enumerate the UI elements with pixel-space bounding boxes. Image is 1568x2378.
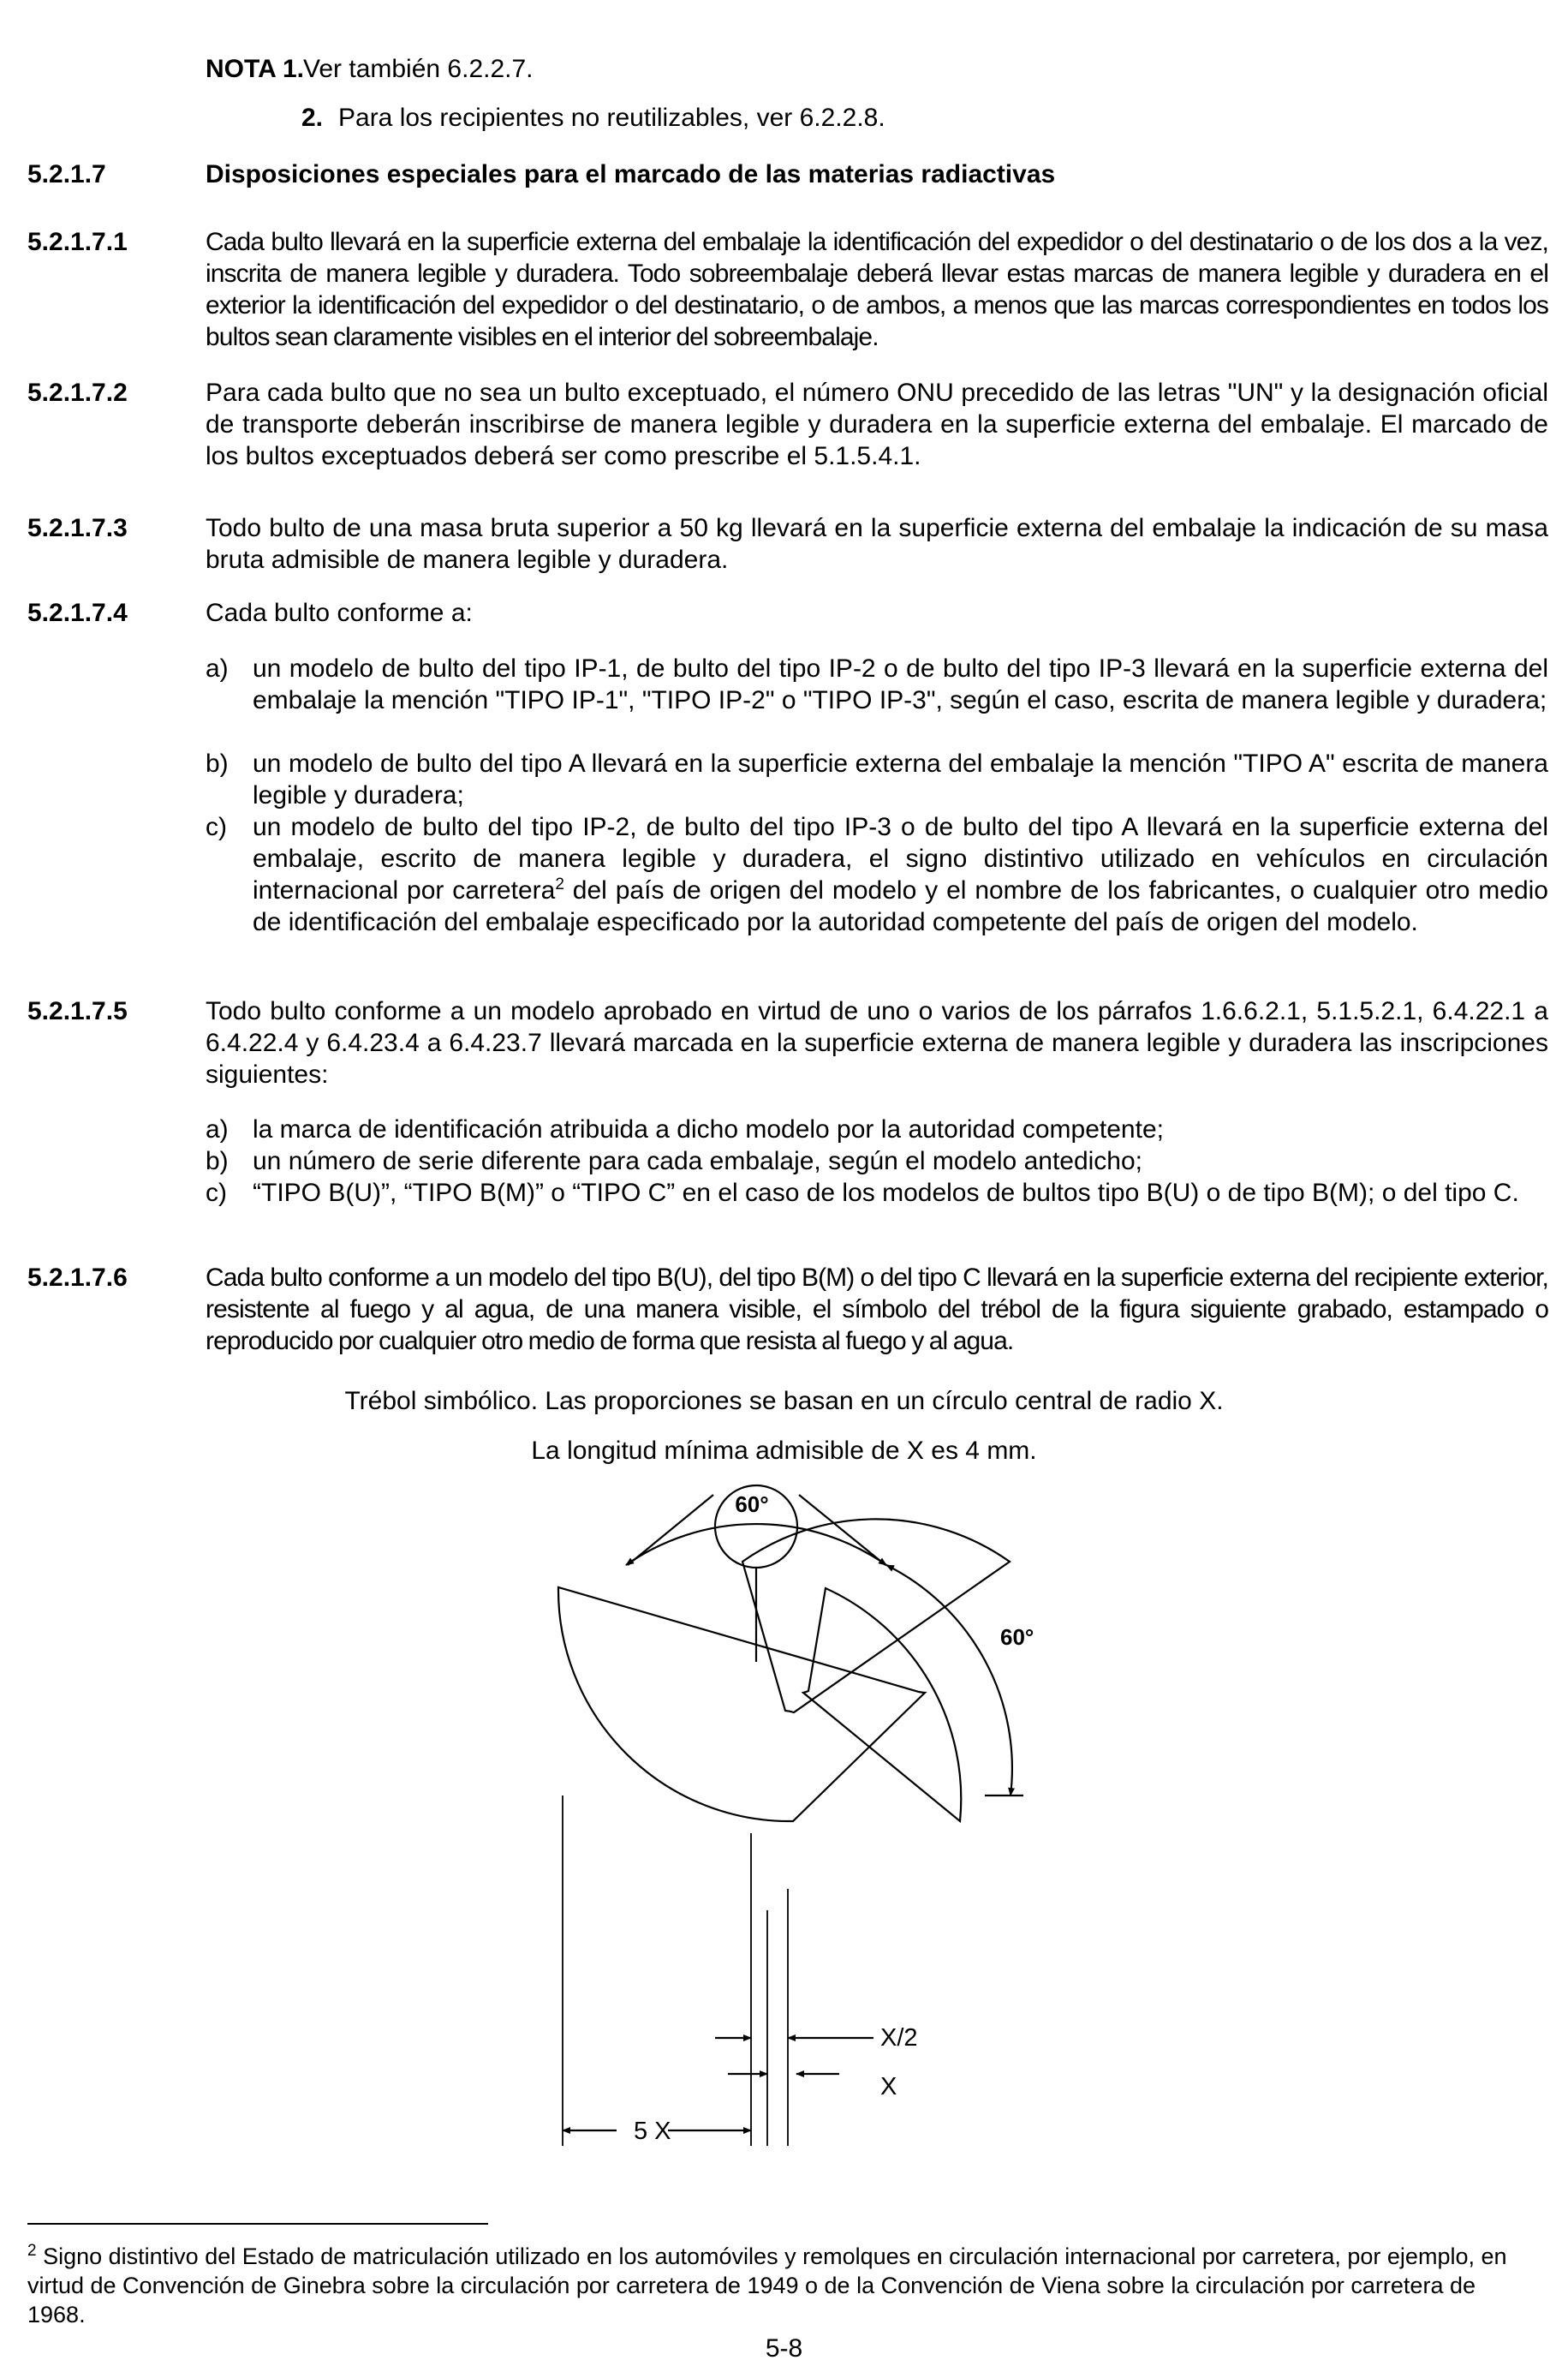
footnote-text: Signo distintivo del Estado de matriculación utilizado en los automóviles y remolques en circulación internacional por carretera, por ejemplo, en virtud de Convención de Ginebra sobre la circulación por carretera de 1949 o de la Convención de Viena sobre la circulación por carretera de 1968. (27, 2244, 1507, 2327)
trefoil-blade (742, 1519, 1010, 1712)
list-item-text: un modelo de bulto del tipo A llevará en la superficie externa del embalaje la mención "TIPO A" escrita de manera legible y duradera; (253, 750, 1548, 810)
list-item-text: un modelo de bulto del tipo IP-1, de bulto del tipo IP-2 o de bulto del tipo IP-3 llevará en la superficie externa del embalaje la mención "TIPO IP-1", "TIPO IP-2" o "TIPO IP-3", según el caso, escrita de manera legible y duradera; (253, 654, 1548, 714)
list-item-label: b) (206, 750, 229, 778)
list-item-label: c) (206, 1179, 227, 1207)
paragraph-number: 5.2.1.7.6 (27, 1264, 128, 1292)
note-2-text: Para los recipientes no reutilizables, ver 6.2.2.8. (338, 104, 885, 132)
footnote (27, 2242, 1517, 2329)
note-2-label: 2. (301, 104, 324, 132)
list-item-label: a) (206, 654, 229, 683)
list-item-label: a) (206, 1115, 229, 1144)
list-item-label: b) (206, 1147, 229, 1175)
note-1-label: NOTA 1. (206, 55, 305, 83)
list-item-text: “TIPO B(U)”, “TIPO B(M)” o “TIPO C” en el caso de los modelos de bultos tipo B(U) o de tipo B(M); o del tipo C. (253, 1179, 1519, 1207)
paragraph-number: 5.2.1.7.3 (27, 514, 128, 542)
trefoil-blade (558, 1587, 925, 1821)
dimension-label-half-x: X/2 (880, 2024, 918, 2052)
page-number: 5-8 (765, 2334, 803, 2363)
list-item-text-part: un modelo de bulto del tipo IP-2, de bulto del tipo IP-3 o de bulto del tipo A llevará en la superficie externa del embalaje, escrito de manera legible y duradera, el signo distintivo utilizado en vehículos en circulación internacional por carretera (253, 813, 1548, 905)
paragraph-text: Cada bulto conforme a un modelo del tipo B(U), del tipo B(M) o del tipo C llevará en la superficie externa del recipiente exterior, resistente al fuego y al agua, de una manera visible, el símbolo del trébol de la figura siguiente grabado, estampado o reproducido por cualquier otro medio de forma que resista al fuego y al agua. (206, 1264, 1548, 1355)
footnote-separator (27, 2223, 488, 2225)
paragraph-text: Para cada bulto que no sea un bulto exceptuado, el número ONU precedido de las letras "UN" y la designación oficial de transporte deberán inscribirse de manera legible y duradera en la superficie externa del embalaje. El marcado de los bultos exceptuados deberá ser como prescribe el 5.1.5.4.1. (206, 379, 1548, 470)
angle-arc-top (626, 1524, 886, 1565)
angle-arc-right (886, 1565, 1012, 1795)
paragraph-number: 5.2.1.7.2 (27, 379, 128, 407)
paragraph-text: Cada bulto conforme a: (206, 599, 473, 627)
figure-caption: Trébol simbólico. Las proporciones se basan en un círculo central de radio X. (344, 1387, 1224, 1415)
list-item-text: la marca de identificación atribuida a dicho modelo por la autoridad competente; (253, 1115, 1164, 1144)
angle-label-right: 60° (1000, 1624, 1034, 1650)
section-number: 5.2.1.7 (27, 160, 106, 188)
dimension-label-x: X (880, 2073, 897, 2100)
angle-label-top: 60° (735, 1491, 769, 1517)
section-title: Disposiciones especiales para el marcado de las materias radiactivas (206, 160, 1056, 188)
footnote-mark: 2 (27, 2242, 37, 2260)
footnote-reference[interactable]: 2 (555, 875, 564, 893)
paragraph-number: 5.2.1.7.1 (27, 228, 128, 256)
paragraph-number: 5.2.1.7.4 (27, 599, 128, 627)
list-item-text-part: del país de origen del modelo y el nombre de los fabricantes, o cualquier otro medio de identificación del embalaje especificado por la autoridad competente del país de origen del modelo. (253, 876, 1548, 936)
dimension-label-5x: 5 X (634, 2118, 671, 2145)
list-item-text: un número de serie diferente para cada embalaje, según el modelo antedicho; (253, 1147, 1143, 1175)
note-1-text: Ver también 6.2.2.7. (303, 55, 534, 83)
paragraph-text: Cada bulto llevará en la superficie externa del embalaje la identificación del expedidor o del destinatario o de los dos a la vez, inscrita de manera legible y duradera. Todo sobreembalaje deberá llevar estas marcas de manera legible y duradera en el exterior la identificación del expedidor o del destinatario, o de ambos, a menos que las marcas correspondientes en todos los bultos sean claramente visibles en el interior del sobreembalaje. (206, 228, 1548, 351)
figure-caption-minimum: La longitud mínima admisible de X es 4 mm. (531, 1437, 1037, 1465)
list-item-label: c) (206, 813, 227, 841)
trefoil-blade (803, 1588, 961, 1821)
paragraph-text: Todo bulto de una masa bruta superior a 50 kg llevará en la superficie externa del embalaje la indicación de su masa bruta admisible de manera legible y duradera. (206, 514, 1548, 574)
paragraph-text: Todo bulto conforme a un modelo aprobado en virtud de uno o varios de los párrafos 1.6.6.2.1, 5.1.5.2.1, 6.4.22.1 a 6.4.22.4 y 6.4.23.4 a 6.4.23.7 llevará marcada en la superficie externa de manera legible y duradera las inscripciones siguientes: (206, 997, 1548, 1089)
paragraph-number: 5.2.1.7.5 (27, 997, 128, 1025)
